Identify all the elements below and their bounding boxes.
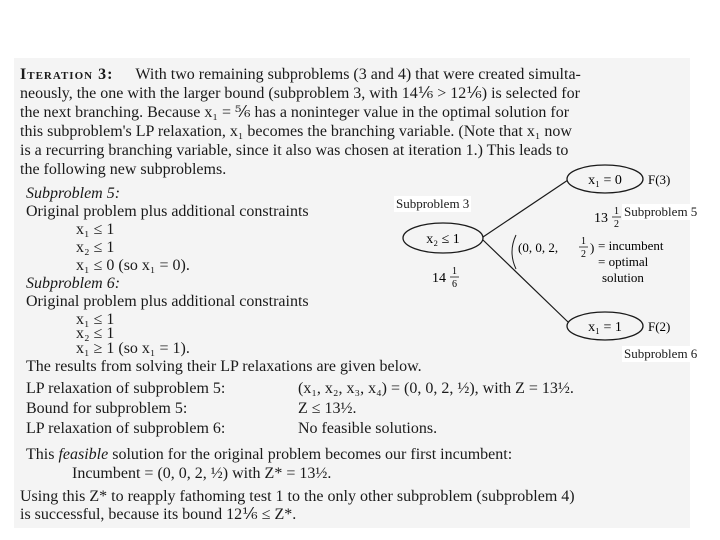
subproblem5-title: Subproblem 5: — [26, 185, 121, 202]
subproblem6-constraint-2: x₂ ≤ 1 — [76, 325, 115, 342]
result-value-1: (x₁, x₂, x₃, x₄) = (0, 0, 2, ½), with Z = 13½. — [298, 380, 574, 397]
solution-half-num: 1 — [581, 236, 586, 247]
subproblem5-constraint-1: x₁ ≤ 1 — [76, 221, 115, 238]
solution-open-paren — [512, 235, 516, 269]
final-line-1: Using this Z* to reapply fathoming test 1 to the only other subproblem (subproblem 4) — [20, 488, 575, 505]
incumbent-line-3: solution — [602, 270, 644, 285]
incumbent-line: Incumbent = (0, 0, 2, ½) with Z* = 13½. — [72, 465, 332, 482]
result-label-2: Bound for subproblem 5: — [26, 400, 188, 417]
incumbent-line-1: = incumbent — [598, 238, 664, 253]
intro-line-3: the next branching. Because x₁ = ⅚ has a noninteger value in the optimal solution for — [20, 104, 570, 121]
solution-close: ) — [590, 240, 595, 255]
results-intro: The results from solving their LP relaxations are given below. — [26, 358, 422, 375]
feasible-post: solution for the original problem becomes our first incumbent: — [108, 446, 513, 463]
label-subproblem-5: Subproblem 5 — [624, 204, 698, 219]
subproblem5-constraint-2: x₂ ≤ 1 — [76, 239, 115, 256]
subproblem6-header: Original problem plus additional constraints — [26, 293, 309, 310]
intro-line-1 — [20, 66, 581, 84]
root-bound-whole: 14 — [432, 271, 446, 286]
intro-text-1: With two remaining subproblems (3 and 4) that were created simulta- — [135, 66, 581, 83]
feasible-line — [26, 446, 512, 464]
top-bound-num: 1 — [614, 206, 619, 217]
top-bound-whole: 13 — [594, 211, 608, 226]
root-node-label: x₂ ≤ 1 — [426, 232, 460, 247]
feasible-word: feasible — [58, 446, 109, 463]
incumbent-line-2: = optimal — [598, 254, 649, 269]
edge-to-top — [483, 180, 568, 237]
branch-diagram — [388, 160, 688, 350]
result-label-1: LP relaxation of subproblem 5: — [26, 380, 226, 397]
root-bound-num: 1 — [452, 266, 457, 277]
solution-half-den: 2 — [581, 249, 586, 260]
top-node-label: x₁ = 0 — [588, 173, 622, 188]
result-value-3: No feasible solutions. — [298, 420, 438, 437]
intro-line-4: this subproblem's LP relaxation, x₁ becomes the branching variable. (Note that x₁ now — [20, 123, 572, 140]
top-bound-den: 2 — [614, 219, 619, 230]
bottom-node-label: x₁ = 1 — [588, 320, 622, 335]
final-line-2: is successful, because its bound 12⅙ ≤ Z*. — [20, 506, 297, 523]
subproblem5-constraint-3: x₁ ≤ 0 (so x₁ = 0). — [76, 257, 190, 274]
subproblem6-constraint-3: x₁ ≥ 1 (so x₁ = 1). — [76, 340, 190, 357]
label-subproblem-6: Subproblem 6 — [624, 346, 698, 361]
label-subproblem-3: Subproblem 3 — [396, 196, 470, 211]
intro-line-6: the following new subproblems. — [20, 161, 227, 178]
top-node-tag: F(3) — [648, 172, 671, 187]
subproblem5-header: Original problem plus additional constraints — [26, 203, 309, 220]
solution-vector: (0, 0, 2, — [518, 240, 559, 255]
iteration-label: Iteration 3: — [20, 66, 114, 83]
intro-line-2: neously, the one with the larger bound (subproblem 3, with 14⅙ > 12⅙) is selected for — [20, 85, 580, 102]
subproblem6-title: Subproblem 6: — [26, 275, 121, 292]
subproblem6-constraint-1: x₁ ≤ 1 — [76, 311, 115, 328]
intro-line-5: is a recurring branching variable, since it also was chosen at iteration 1.) This leads to — [20, 142, 569, 159]
feasible-pre: This — [26, 446, 59, 463]
result-value-2: Z ≤ 13½. — [298, 400, 357, 417]
root-bound-den: 6 — [452, 279, 457, 290]
bottom-node-tag: F(2) — [648, 319, 671, 334]
result-label-3: LP relaxation of subproblem 6: — [26, 420, 226, 437]
